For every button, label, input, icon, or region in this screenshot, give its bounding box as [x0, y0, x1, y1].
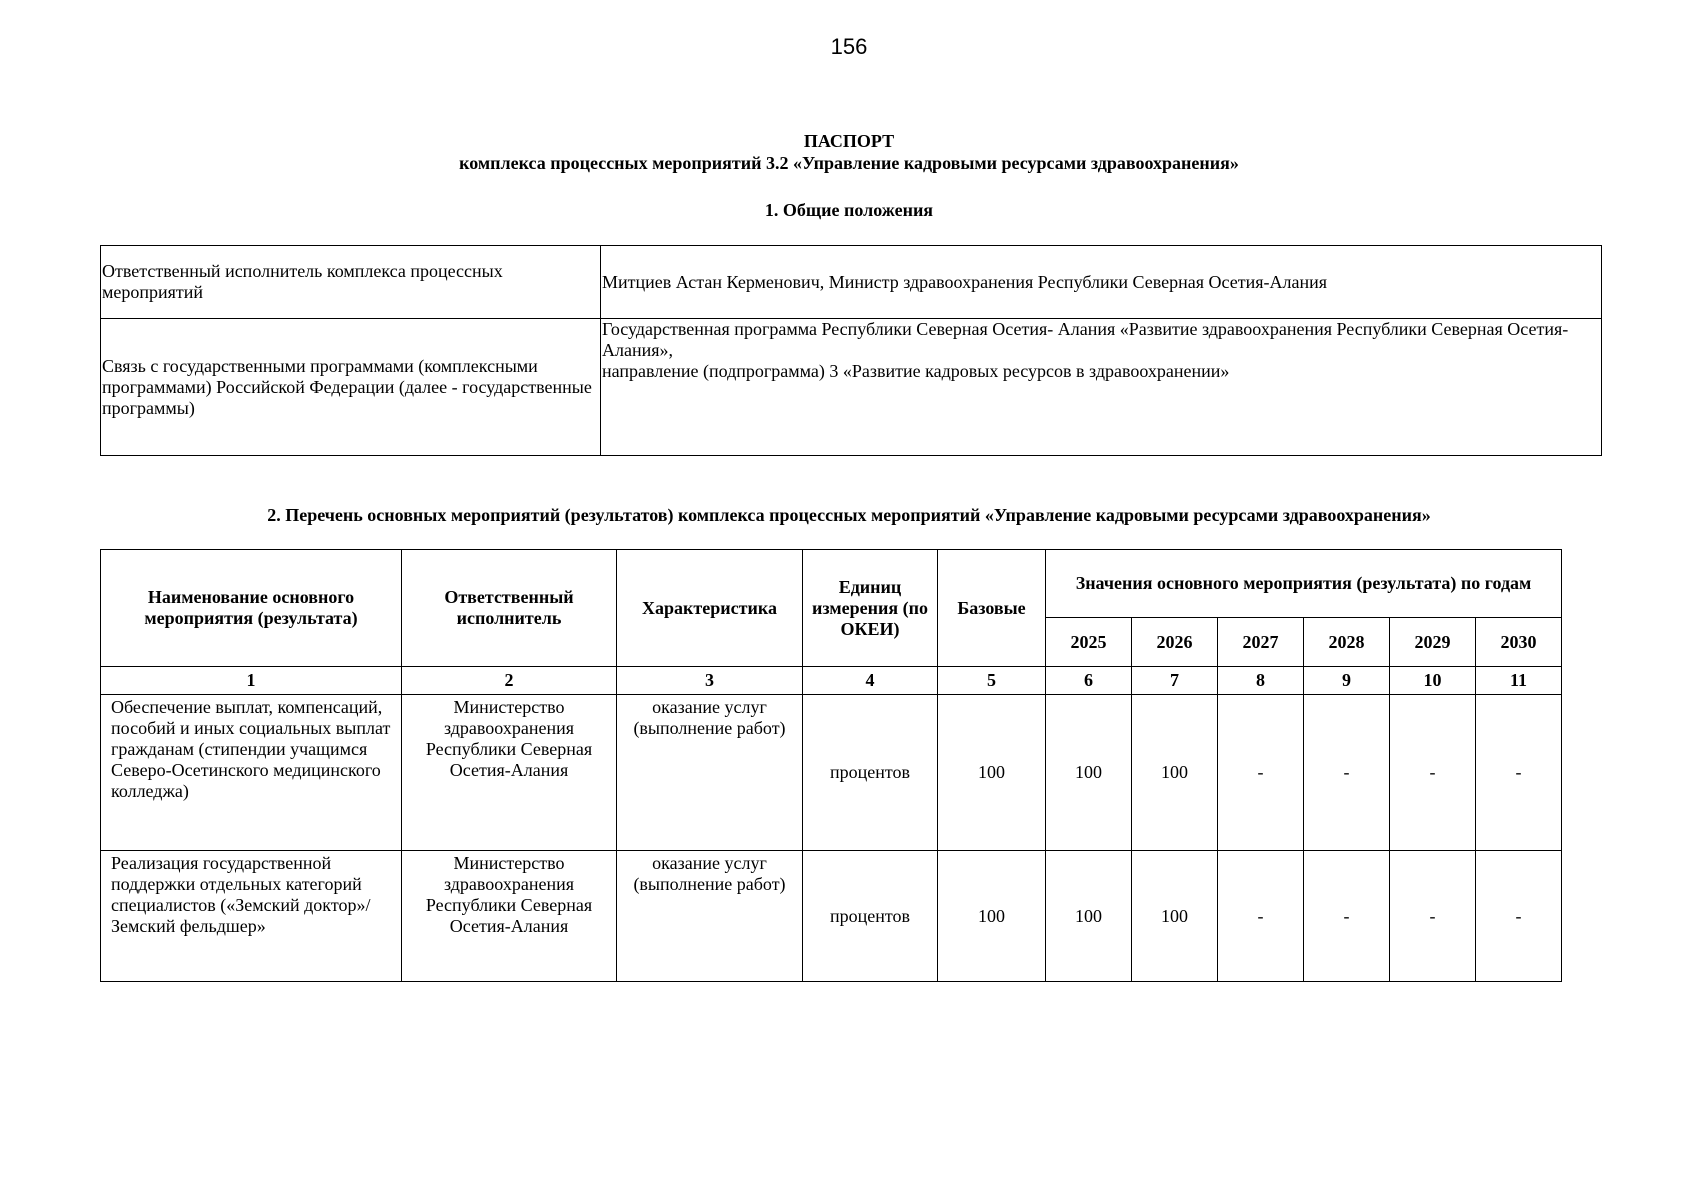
activity-value-2026: 100	[1132, 695, 1218, 851]
main-activities-table	[100, 549, 1562, 982]
column-numbers-row	[101, 667, 1562, 695]
column-number: 6	[1046, 667, 1132, 695]
table-row	[101, 695, 1562, 851]
header-characteristic: Характеристика	[617, 550, 803, 667]
responsible-executor-label: Ответственный исполнитель комплекса процессных мероприятий	[101, 246, 601, 319]
general-provisions-table	[100, 245, 1602, 456]
header-year: 2030	[1476, 618, 1562, 667]
header-base: Базовые	[938, 550, 1046, 667]
table-row	[101, 246, 1602, 319]
section1-heading: 1. Общие положения	[764, 200, 934, 220]
column-number: 5	[938, 667, 1046, 695]
activity-value-2030: -	[1476, 851, 1562, 982]
document-title-block	[0, 130, 1698, 174]
table-row	[101, 319, 1602, 456]
activity-value-2030: -	[1476, 695, 1562, 851]
activity-value-2028: -	[1304, 695, 1390, 851]
activity-value-2029: -	[1390, 695, 1476, 851]
column-number: 4	[803, 667, 938, 695]
activity-base: 100	[938, 851, 1046, 982]
activity-unit: процентов	[803, 851, 938, 982]
activity-base: 100	[938, 695, 1046, 851]
header-responsible: Ответственный исполнитель	[402, 550, 617, 667]
activity-name: Реализация государственной поддержки отдельных категорий специалистов («Земский доктор»/Земский фельдшер»	[101, 851, 402, 982]
responsible-executor-value: Митциев Астан Керменович, Министр здравоохранения Республики Северная Осетия-Алания	[601, 246, 1602, 319]
activity-value-2027: -	[1218, 695, 1304, 851]
activity-value-2028: -	[1304, 851, 1390, 982]
header-year: 2028	[1304, 618, 1390, 667]
activity-value-2027: -	[1218, 851, 1304, 982]
activity-value-2029: -	[1390, 851, 1476, 982]
document-title: ПАСПОРТ	[803, 131, 895, 151]
page-number: 156	[830, 34, 868, 59]
section2-heading: 2. Перечень основных мероприятий (результатов) комплекса процессных мероприятий «Управление кадровыми ресурсами здравоохранения»	[267, 505, 1431, 525]
activity-characteristic: оказание услуг (выполнение работ)	[617, 851, 803, 982]
header-name: Наименование основного мероприятия (результата)	[101, 550, 402, 667]
column-number: 3	[617, 667, 803, 695]
header-year: 2027	[1218, 618, 1304, 667]
column-number: 8	[1218, 667, 1304, 695]
program-link-value-line1: Государственная программа Республики Северная Осетия- Алания «Развитие здравоохранения Республики Северная Осетия-Алания»,	[602, 319, 1569, 360]
document-subtitle: комплекса процессных мероприятий 3.2 «Управление кадровыми ресурсами здравоохранения»	[459, 153, 1239, 173]
header-year: 2029	[1390, 618, 1476, 667]
activity-value-2025: 100	[1046, 851, 1132, 982]
activity-name: Обеспечение выплат, компенсаций, пособий и иных социальных выплат гражданам (стипендии учащимся Северо-Осетинского медицинского колледжа)	[101, 695, 402, 851]
header-row	[101, 550, 1562, 618]
header-year: 2025	[1046, 618, 1132, 667]
activity-responsible: Министерство здравоохранения Республики Северная Осетия-Алания	[402, 695, 617, 851]
program-link-value	[601, 319, 1602, 456]
table-row	[101, 851, 1562, 982]
activity-value-2025: 100	[1046, 695, 1132, 851]
activity-unit: процентов	[803, 695, 938, 851]
column-number: 9	[1304, 667, 1390, 695]
column-number: 1	[101, 667, 402, 695]
activity-characteristic: оказание услуг (выполнение работ)	[617, 695, 803, 851]
column-number: 10	[1390, 667, 1476, 695]
header-year: 2026	[1132, 618, 1218, 667]
activity-responsible: Министерство здравоохранения Республики Северная Осетия-Алания	[402, 851, 617, 982]
column-number: 7	[1132, 667, 1218, 695]
column-number: 11	[1476, 667, 1562, 695]
activity-value-2026: 100	[1132, 851, 1218, 982]
column-number: 2	[402, 667, 617, 695]
program-link-label: Связь с государственными программами (комплексными программами) Российской Федерации (далее - государственные программы)	[101, 319, 601, 456]
header-values-by-year: Значения основного мероприятия (результата) по годам	[1046, 550, 1562, 618]
header-unit: Единиц измерения (по ОКЕИ)	[803, 550, 938, 667]
program-link-value-line2: направление (подпрограмма) 3 «Развитие кадровых ресурсов в здравоохранении»	[602, 361, 1230, 381]
